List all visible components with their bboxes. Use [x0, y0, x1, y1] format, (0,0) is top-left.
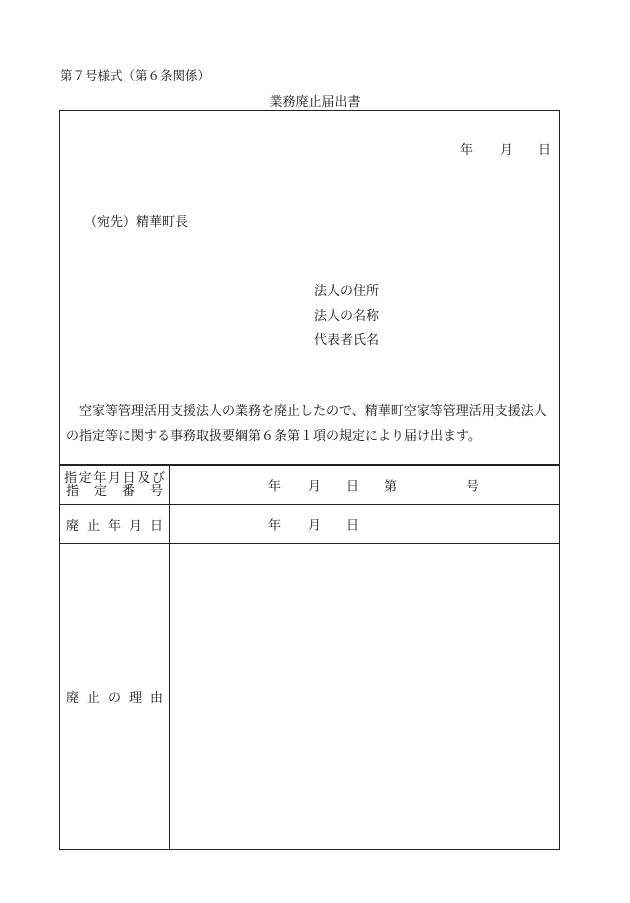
- designation-go: 号: [466, 479, 480, 495]
- designation-day: 日: [346, 479, 360, 495]
- details-table: [59, 465, 560, 850]
- reason-label: [60, 687, 169, 706]
- designation-label-char: 月: [107, 471, 121, 486]
- document-title: 業務廃止届出書: [269, 95, 361, 110]
- designation-row: [60, 466, 560, 505]
- abolition-date-label-char: 月: [128, 518, 142, 534]
- abolition-day: 日: [346, 518, 360, 534]
- designation-dai: 第: [384, 479, 398, 495]
- representative-name-label: 代表者氏名: [314, 333, 380, 348]
- reason-label-char: 廃: [66, 691, 80, 706]
- reason-row: [60, 544, 560, 850]
- abolition-date-label: [60, 515, 169, 534]
- reason-label-char: の: [107, 691, 121, 706]
- addressee: （宛先）精華町長: [84, 215, 189, 230]
- abolition-date-label-cell: [60, 505, 170, 544]
- date-day-label: 日: [538, 143, 552, 158]
- reason-label-char: 由: [149, 691, 163, 706]
- reason-label-cell: [60, 544, 170, 850]
- designation-year: 年: [268, 479, 282, 495]
- designation-label-char: 定: [78, 471, 92, 486]
- abolition-date-value-cell[interactable]: [170, 505, 560, 544]
- designation-label-cell: [60, 466, 170, 505]
- designation-number-label-char: 指: [66, 484, 80, 499]
- designation-label-char: 日: [122, 471, 136, 486]
- designation-month: 月: [308, 479, 322, 495]
- reason-label-char: 止: [86, 691, 100, 706]
- reason-label-char: 理: [128, 691, 142, 706]
- body-line-2: の指定等に関する事務取扱要綱第６条第１項の規定により届け出ます。: [66, 429, 481, 444]
- designation-label-char: び: [151, 471, 165, 486]
- date-month-label: 月: [500, 143, 514, 158]
- designation-number-label-char: 定: [93, 484, 107, 499]
- designation-number-label-char: 番: [121, 484, 135, 499]
- abolition-date-label-char: 廃: [66, 518, 80, 534]
- designation-label-char: 及: [137, 471, 151, 486]
- form-number-label: 第７号様式（第６条関係）: [60, 68, 211, 83]
- abolition-date-label-char: 日: [149, 518, 163, 534]
- notification-header-box: [59, 110, 560, 465]
- abolition-year: 年: [268, 518, 282, 534]
- designation-label-char: 年: [93, 471, 107, 486]
- abolition-date-row: [60, 505, 560, 544]
- notification-body: [66, 399, 556, 449]
- abolition-date-label-char: 年: [107, 518, 121, 534]
- applicant-address-label: 法人の住所: [314, 284, 380, 299]
- abolition-month: 月: [308, 518, 322, 534]
- applicant-name-label: 法人の名称: [314, 309, 380, 324]
- designation-value-cell[interactable]: [170, 466, 560, 505]
- designation-number-label-char: 号: [149, 484, 163, 499]
- designation-label-line-2: [60, 485, 169, 498]
- date-year-label: 年: [460, 143, 474, 158]
- reason-value-cell[interactable]: [170, 544, 560, 850]
- abolition-date-label-char: 止: [86, 518, 100, 534]
- designation-label-char: 指: [64, 471, 78, 486]
- body-line-1: 空家等管理活用支援法人の業務を廃止したので、精華町空家等管理活用支援法人: [79, 404, 547, 419]
